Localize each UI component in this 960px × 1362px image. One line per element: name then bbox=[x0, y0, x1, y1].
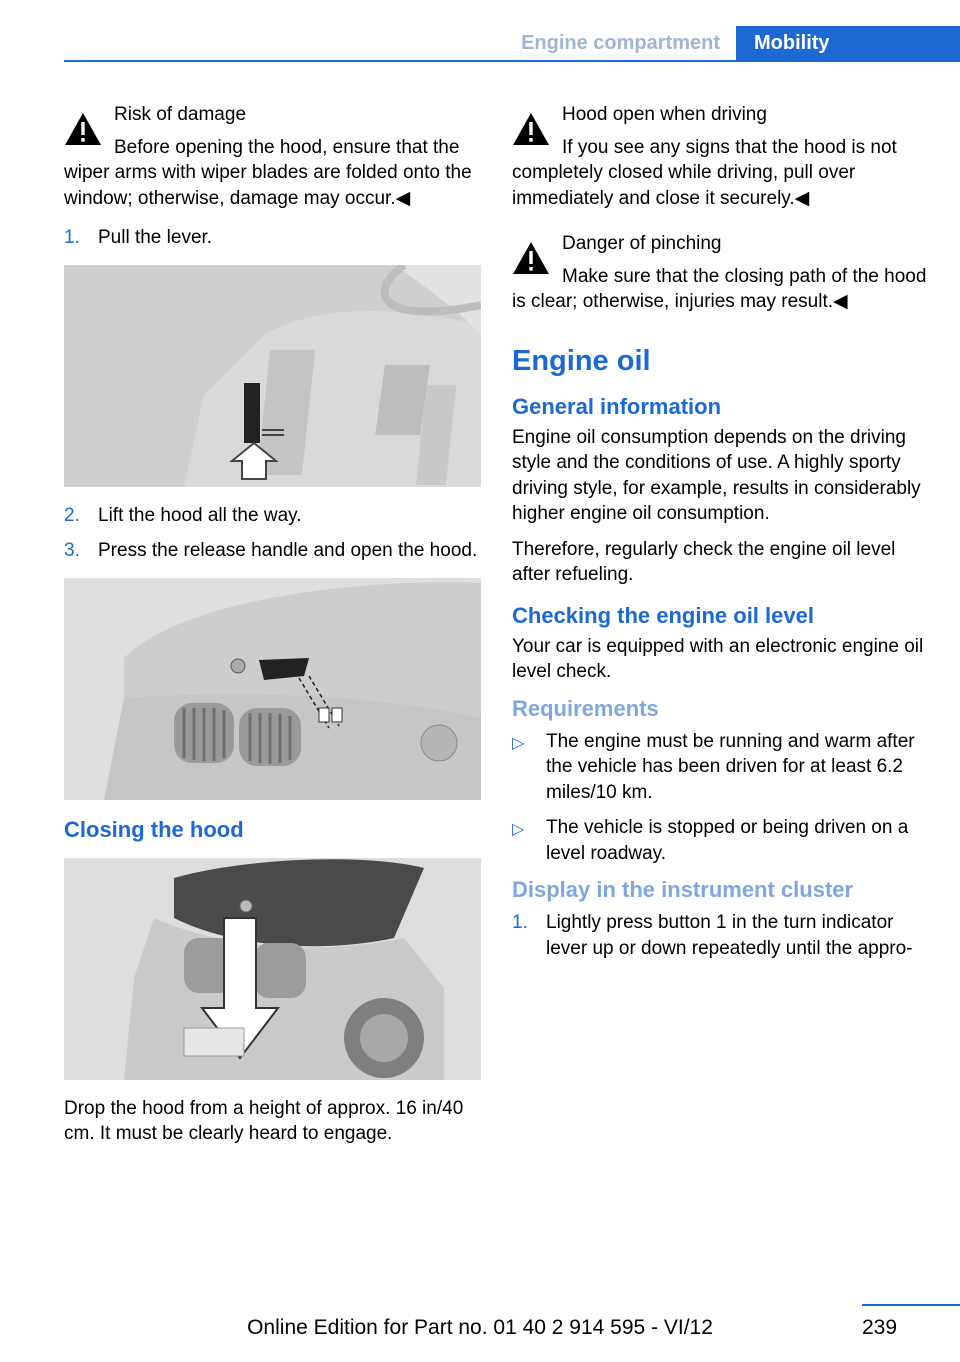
right-column bbox=[512, 100, 929, 971]
step-text: Lift the hood all the way. bbox=[98, 504, 302, 526]
closing-hood-text: Drop the hood from a height of approx. 16 in/40 cm. It must be clearly heard to engage. bbox=[64, 1097, 464, 1144]
footer-edition: Online Edition for Part no. 01 40 2 914 595 - VI/12 bbox=[247, 1316, 713, 1339]
page-number: 239 bbox=[862, 1316, 901, 1340]
warning-body: Before opening the hood, ensure that the wiper arms with wiper blades are folded onto the window; otherwise, damage may occur.◀ bbox=[64, 136, 472, 209]
hood-release-handle-photo bbox=[64, 578, 481, 800]
general-paragraph-2: Therefore, regularly check the engine oil level after refueling. bbox=[512, 538, 896, 585]
warning-triangle-icon bbox=[512, 112, 550, 146]
general-paragraph-1: Engine oil consumption depends on the driving style and the conditions of use. A highly sporty driving style, for example, results in considerably higher engine oil consumption. bbox=[512, 426, 921, 524]
list-item bbox=[64, 503, 481, 529]
warning-body: Make sure that the closing path of the hood is clear; otherwise, injuries may result.◀ bbox=[512, 265, 927, 312]
warning-risk-of-damage bbox=[64, 100, 481, 211]
requirement-text: The engine must be running and warm after the vehicle has been driven for at least 6.2 miles/10 km. bbox=[546, 730, 915, 803]
step-text: Press the release handle and open the hood. bbox=[98, 540, 478, 561]
engine-oil-heading: Engine oil bbox=[512, 344, 651, 377]
warning-hood-open bbox=[512, 100, 929, 211]
step-number: 3. bbox=[64, 540, 80, 561]
list-item bbox=[512, 729, 929, 806]
closing-hood-photo bbox=[64, 858, 481, 1080]
warning-title: Danger of pinching bbox=[562, 233, 722, 254]
left-column bbox=[64, 100, 481, 1157]
step-text: Lightly press button 1 in the turn indicator lever up or down repeatedly until the appro- bbox=[546, 912, 913, 959]
list-item bbox=[64, 538, 481, 564]
step-number: 1. bbox=[64, 227, 80, 248]
warning-triangle-icon bbox=[512, 241, 550, 275]
header-chapter-tab: Mobility bbox=[736, 26, 960, 60]
warning-title: Hood open when driving bbox=[562, 104, 767, 125]
warning-body: If you see any signs that the hood is not completely closed while driving, pull over immediately and close it securely.◀ bbox=[512, 136, 897, 209]
list-item bbox=[512, 910, 929, 961]
header-rule bbox=[64, 60, 960, 62]
display-instrument-cluster-heading: Display in the instrument cluster bbox=[512, 877, 854, 902]
requirements-heading: Requirements bbox=[512, 695, 659, 721]
header-section-tab: Engine compartment bbox=[521, 32, 720, 54]
footer-rule bbox=[862, 1304, 960, 1306]
requirement-text: The vehicle is stopped or being driven on a level roadway. bbox=[546, 817, 909, 864]
step-number: 1. bbox=[512, 912, 528, 933]
closing-hood-heading: Closing the hood bbox=[64, 816, 244, 842]
checking-oil-level-heading: Checking the engine oil level bbox=[512, 602, 814, 628]
checking-oil-level-text: Your car is equipped with an electronic engine oil level check. bbox=[512, 635, 924, 682]
hood-release-lever-photo bbox=[64, 265, 481, 487]
warning-danger-of-pinching bbox=[512, 229, 929, 315]
bullet-triangle-icon: ▷ bbox=[512, 821, 525, 838]
general-information-heading: General information bbox=[512, 393, 722, 419]
warning-triangle-icon bbox=[64, 112, 102, 146]
step-number: 2. bbox=[64, 504, 80, 526]
warning-title: Risk of damage bbox=[114, 104, 247, 125]
list-item bbox=[64, 225, 481, 251]
list-item bbox=[512, 815, 929, 866]
bullet-triangle-icon: ▷ bbox=[512, 734, 525, 752]
step-text: Pull the lever. bbox=[98, 227, 213, 248]
